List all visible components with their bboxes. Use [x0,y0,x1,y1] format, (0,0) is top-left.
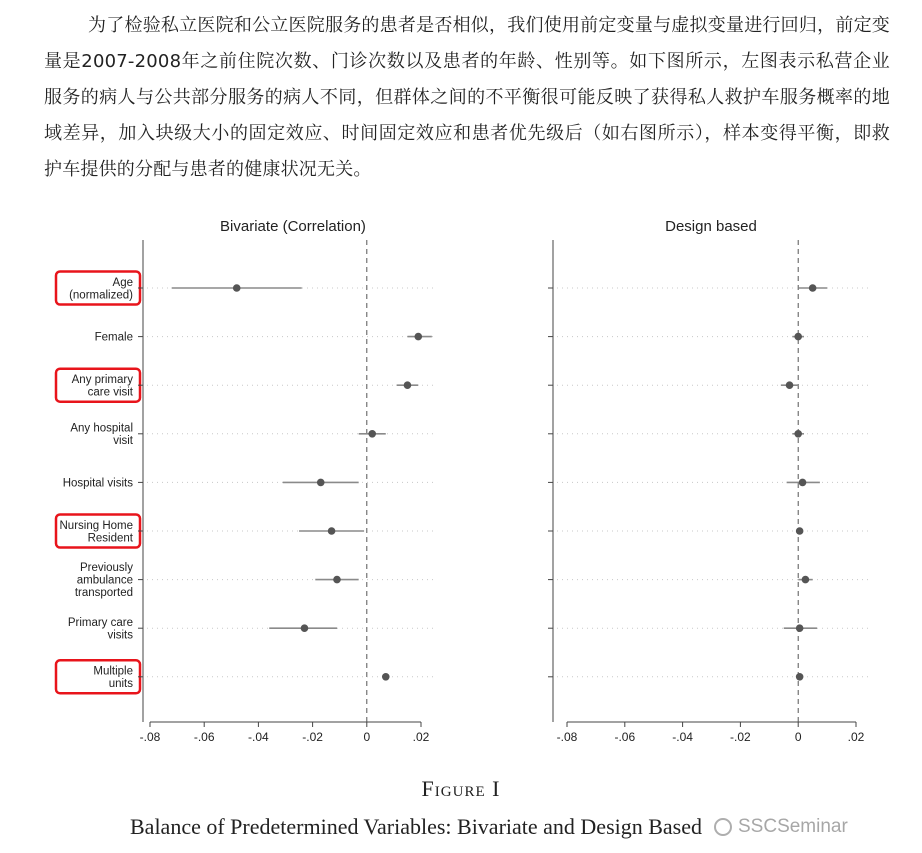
watermark [714,816,848,838]
point-estimate [794,333,802,341]
watermark-text: SSCSeminar [738,816,848,837]
point-estimate [414,333,422,341]
x-tick-label: -.04 [248,730,269,744]
left-panel-title: Bivariate (Correlation) [220,218,366,235]
point-estimate [809,284,817,292]
variable-labels [56,272,140,694]
x-tick-label: -.02 [302,730,323,744]
variable-label: Hospital visits [62,477,133,490]
x-tick-label: -.08 [556,730,578,744]
x-tick-label: 0 [794,730,802,744]
x-tick-label: -.06 [193,730,215,744]
x-tick-label: -.02 [730,730,751,744]
figure-label: Figure I [421,776,501,801]
point-estimate [786,381,794,389]
x-tick-label: -.04 [672,730,693,744]
variable-label: Multiple [93,665,133,678]
variable-label: (normalized) [69,289,133,302]
variable-label: Female [94,331,133,344]
x-tick-label: .02 [412,730,430,744]
point-estimate [799,479,807,487]
x-tick-label: .02 [847,730,865,744]
point-estimate [301,624,309,632]
variable-label: care visit [87,386,133,399]
point-estimate [794,430,802,438]
right-panel-title: Design based [665,218,757,235]
point-estimate [317,479,325,487]
figure-caption: Balance of Predetermined Variables: Bivariate and Design Based [130,814,703,839]
point-estimate [328,527,336,535]
point-estimate [404,381,412,389]
design-based-panel [548,240,870,744]
variable-label: Any primary [71,373,133,386]
point-estimate [368,430,376,438]
point-estimate [796,527,804,535]
variable-label: Age [112,276,133,289]
point-estimate [333,576,341,584]
variable-label: ambulance [76,574,133,587]
variable-label: transported [74,587,133,600]
x-tick-label: -.08 [139,730,161,744]
variable-label: Nursing Home [59,519,133,532]
point-estimate [233,284,241,292]
variable-label: Resident [87,532,133,545]
variable-label: Previously [79,562,133,575]
point-estimate [796,624,804,632]
variable-label: units [108,678,133,691]
paragraph-text: 为了检验私立医院和公立医院服务的患者是否相似，我们使用前定变量与虚拟变量进行回归，前定变量是2007-2008年之前住院次数、门诊次数以及患者的年龄、性别等。如下图所示，左图表示私营企业服务的病人与公共部分服务的病人不同，但群体之间的不平衡很可能反映了获得私人救护车服务概率的地域差异，加入块级大小的固定效应、时间固定效应和患者优先级后（如右图所示），样本变得平衡，即救护车提供的分配与患者的健康状况无关。 [44,15,890,180]
point-estimate [382,673,390,681]
variable-label: visits [107,629,133,642]
variable-label: Primary care [67,616,133,629]
bivariate-panel [138,240,435,744]
point-estimate [796,673,804,681]
wechat-icon [714,818,732,836]
variable-label: visit [113,435,133,448]
variable-label: Any hospital [70,422,133,435]
point-estimate [802,576,810,584]
x-tick-label: -.06 [614,730,636,744]
x-tick-label: 0 [363,730,371,744]
